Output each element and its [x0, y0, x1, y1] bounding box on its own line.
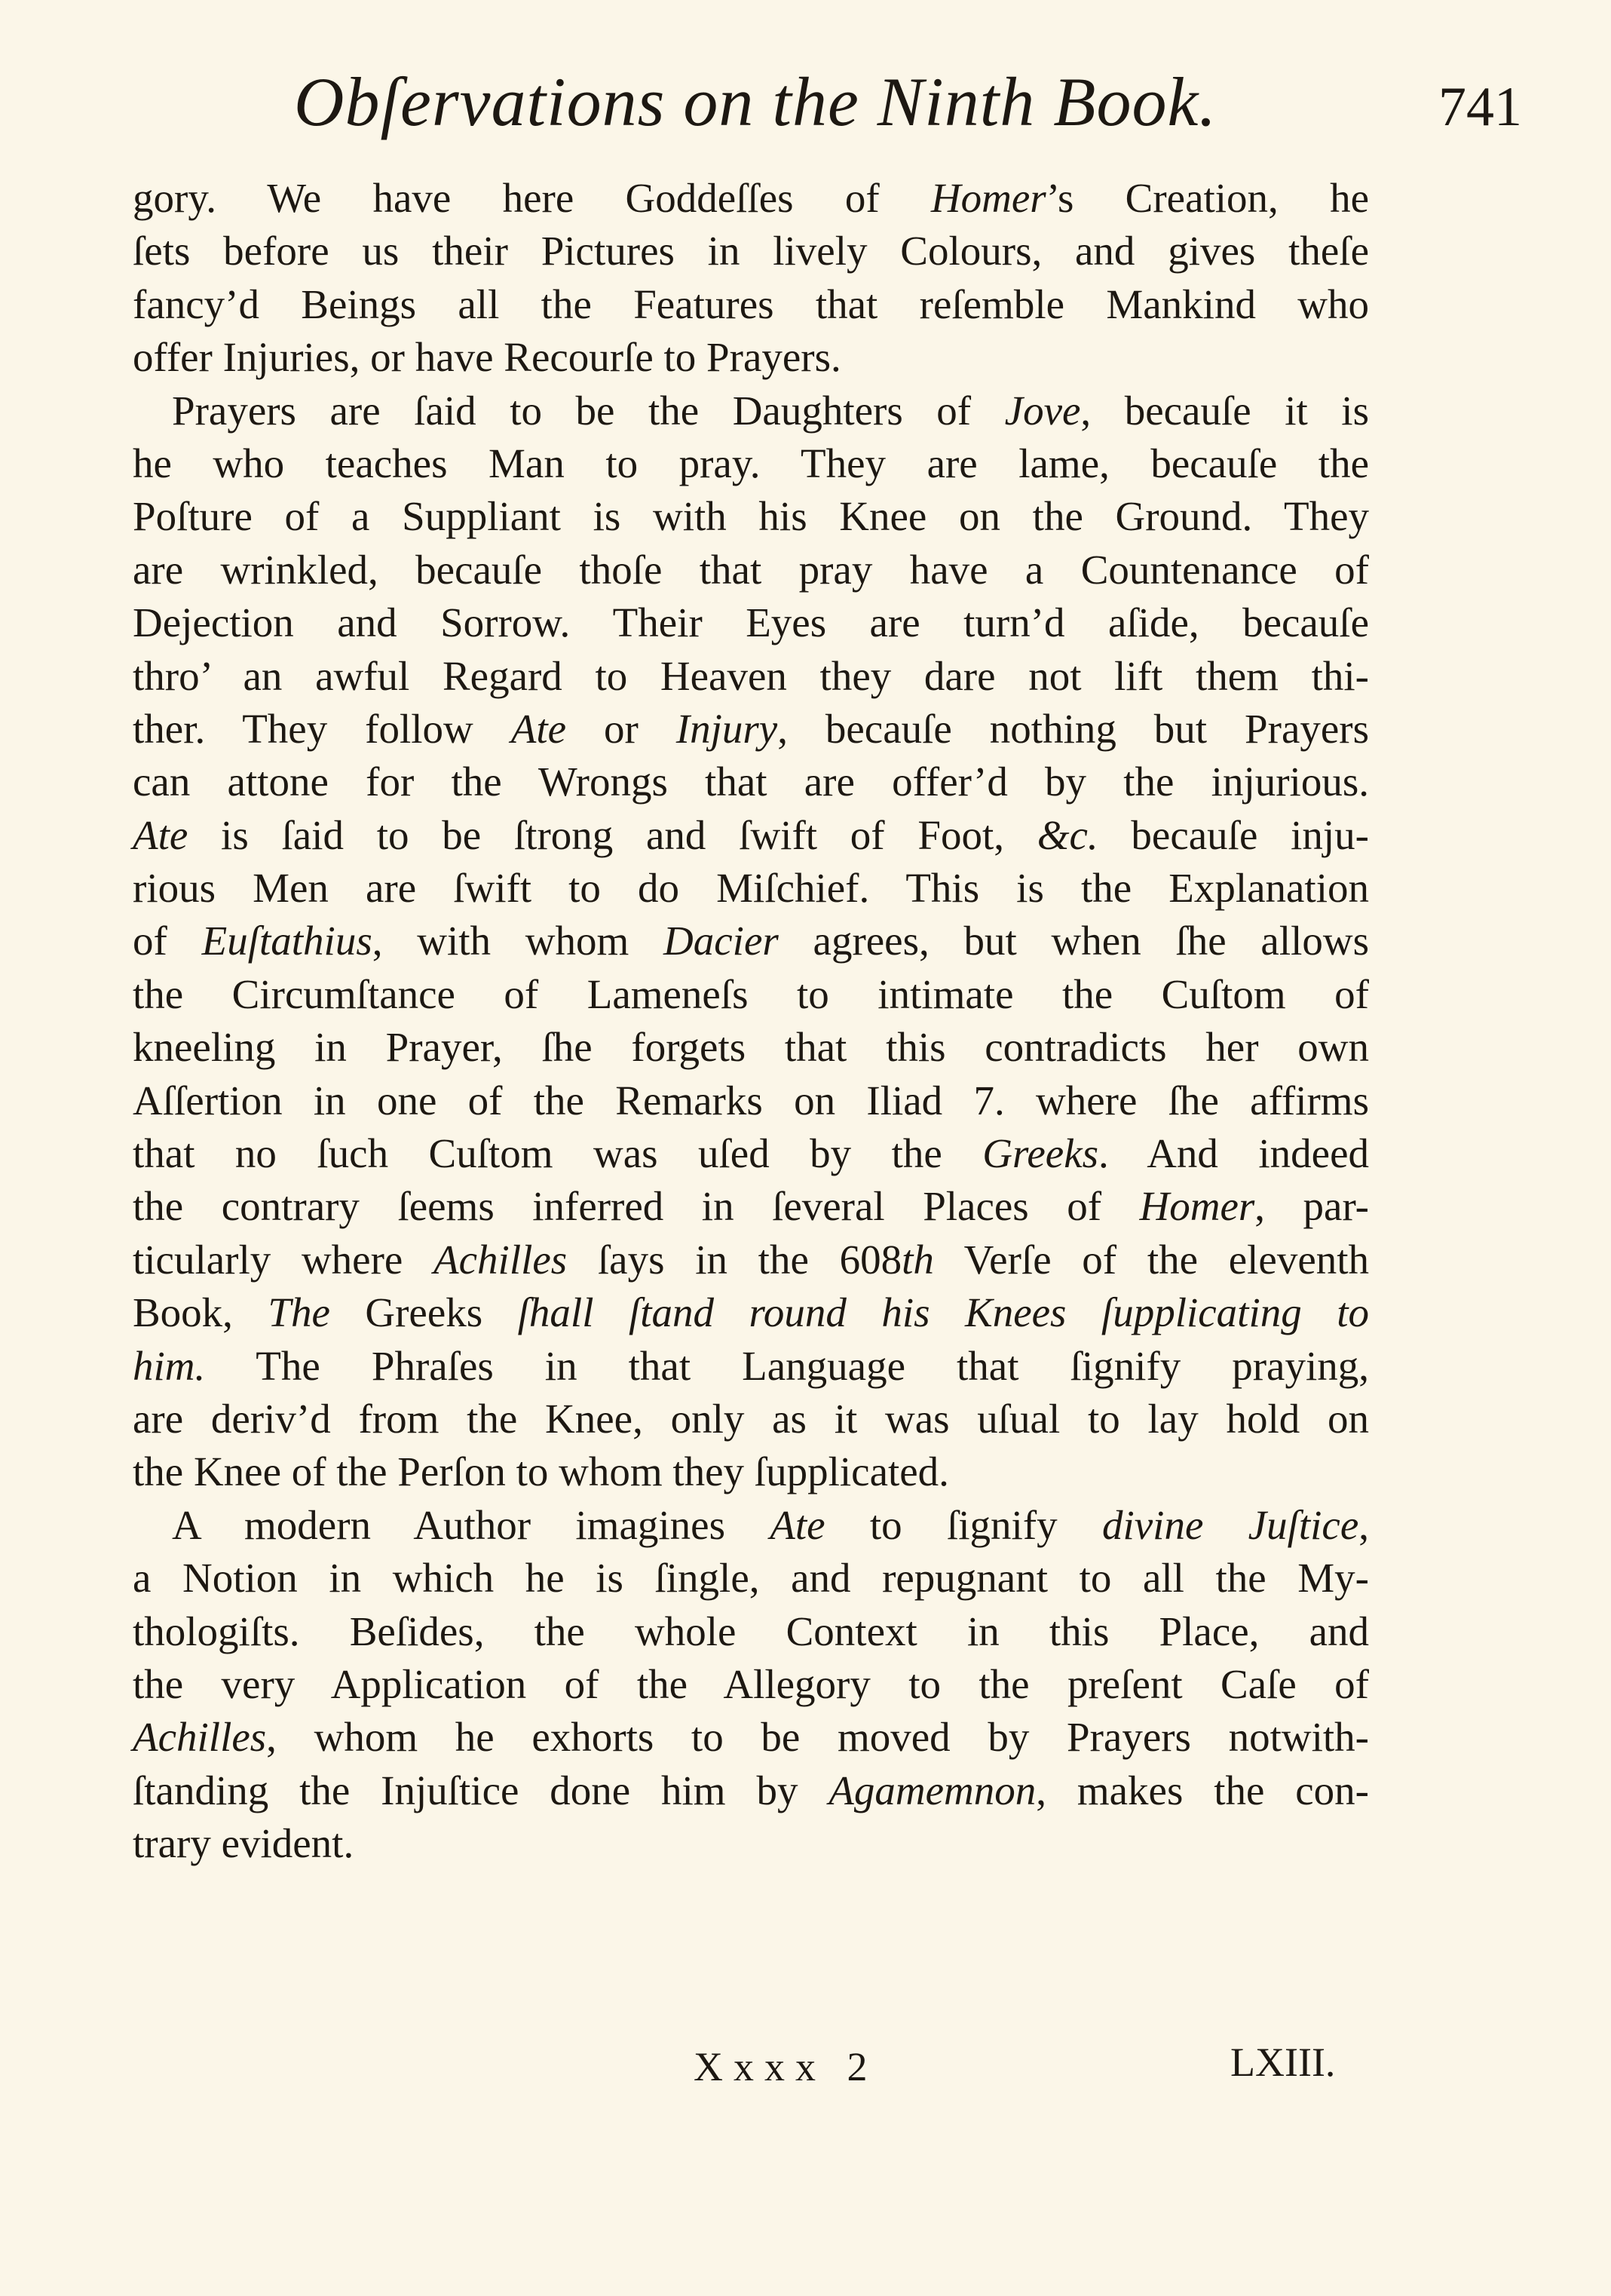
text-line — [133, 1393, 1369, 1445]
text-run: gory. We have here Goddeſſes of — [133, 175, 931, 221]
text-line — [133, 1127, 1369, 1180]
text-line — [133, 225, 1369, 277]
text-run: to ſignify — [825, 1501, 1102, 1548]
text-line — [133, 1499, 1369, 1552]
text-run: Prayers are ſaid to be the Daughters of — [172, 387, 1005, 434]
text-run: Dejection and Sorrow. Their Eyes are turn’d aſide, becauſe — [133, 599, 1369, 646]
text-run: , makes the con- — [1036, 1767, 1369, 1813]
text-run: Aſſertion in one of the Remarks on Iliad 7. where ſhe affirms — [133, 1077, 1369, 1123]
italic-text: Homer — [930, 175, 1046, 221]
italic-text: Euſtathius — [201, 918, 372, 964]
text-run: Verſe of the eleventh — [933, 1236, 1370, 1283]
text-line — [133, 915, 1369, 967]
text-line — [133, 1764, 1369, 1817]
text-line — [133, 1711, 1369, 1764]
text-run: kneeling in Prayer, ſhe forgets that this contradicts her own — [133, 1024, 1369, 1071]
text-line — [133, 1234, 1369, 1286]
italic-text: divine Juſtice — [1101, 1501, 1359, 1548]
text-line — [133, 1552, 1369, 1605]
text-run: the Knee of the Perſon to whom they ſupplicated. — [133, 1448, 949, 1495]
text-run: , becauſe nothing but Prayers — [777, 705, 1369, 752]
text-line — [133, 809, 1369, 862]
text-run: ’s Creation, he — [1046, 175, 1369, 221]
page-number: 741 — [1438, 76, 1522, 138]
italic-text: Dacier — [663, 918, 779, 964]
catchword: LXIII. — [1230, 2040, 1336, 2085]
text-run: A modern Author imagines — [172, 1501, 770, 1548]
italic-text: Ate — [770, 1501, 825, 1548]
text-line — [133, 1074, 1369, 1127]
text-run: are wrinkled, becauſe thoſe that pray have a Countenance of — [133, 546, 1369, 593]
italic-text: Homer — [1139, 1183, 1255, 1230]
text-line — [133, 1340, 1369, 1393]
text-run: is ſaid to be ſtrong and ſwift of Foot, — [188, 811, 1037, 858]
text-run: . And indeed — [1098, 1130, 1369, 1177]
text-run: ſays in the 608 — [567, 1236, 902, 1283]
text-run: , with whom — [372, 918, 664, 964]
text-run: , becauſe it is — [1080, 387, 1369, 434]
running-title: Obſervations on the Ninth Book. — [294, 63, 1217, 140]
text-line — [133, 756, 1369, 808]
italic-text: Agamemnon — [828, 1767, 1037, 1813]
italic-text: Achilles — [133, 1714, 267, 1761]
italic-text: him. — [133, 1342, 206, 1389]
italic-text: Ate — [510, 705, 567, 752]
italic-text: The — [268, 1289, 330, 1336]
body-text — [133, 172, 1369, 1871]
italic-text: Greeks — [982, 1130, 1099, 1177]
text-line — [133, 1445, 1369, 1498]
text-line — [133, 331, 1369, 384]
text-run: agrees, but when ſhe allows — [778, 918, 1370, 964]
text-line — [133, 490, 1369, 543]
text-run: offer Injuries, or have Recourſe to Prayers. — [133, 334, 841, 381]
text-run: becauſe inju- — [1098, 811, 1369, 858]
text-run: , whom he exhorts to be moved by Prayers notwith- — [266, 1714, 1369, 1761]
text-run: Greeks — [329, 1289, 518, 1336]
text-run: , par- — [1254, 1183, 1369, 1230]
text-run: ther. They follow — [133, 705, 511, 752]
italic-text: Jove — [1004, 387, 1081, 434]
text-run: Book, — [133, 1289, 268, 1336]
text-run: ſtanding the Injuſtice done him by — [133, 1767, 829, 1813]
italic-text: Ate — [133, 811, 188, 858]
text-run: are deriv’d from the Knee, only as it was uſual to lay hold on — [133, 1395, 1369, 1442]
text-run: ticularly where — [133, 1236, 434, 1283]
text-run: fancy’d Beings all the Features that reſemble Mankind who — [133, 280, 1369, 327]
text-line — [133, 1817, 1369, 1870]
text-line — [133, 703, 1369, 756]
text-line — [133, 650, 1369, 703]
text-line — [133, 544, 1369, 596]
signature-mark: Xxxx 2 — [694, 2044, 878, 2089]
text-run: The Phraſes in that Language that ſignify praying, — [205, 1342, 1369, 1389]
text-run: Poſture of a Suppliant is with his Knee on the Ground. They — [133, 493, 1369, 540]
text-run: or — [566, 705, 676, 752]
text-line — [133, 1658, 1369, 1711]
text-run: , — [1358, 1501, 1369, 1548]
text-line — [133, 862, 1369, 915]
italic-text: &c. — [1037, 811, 1098, 858]
text-run: a Notion in which he is ſingle, and repugnant to all the My- — [133, 1555, 1369, 1602]
text-line — [133, 1021, 1369, 1074]
italic-text: ſhall ſtand round his Knees ſupplicating to — [517, 1289, 1370, 1336]
text-run: ſets before us their Pictures in lively Colours, and gives theſe — [133, 228, 1369, 274]
text-run: the very Application of the Allegory to the preſent Caſe of — [133, 1660, 1369, 1707]
text-run: he who teaches Man to pray. They are lame, becauſe the — [133, 440, 1369, 486]
text-run: trary evident. — [133, 1820, 354, 1867]
text-run: that no ſuch Cuſtom was uſed by the — [133, 1130, 983, 1177]
text-run: of — [133, 918, 202, 964]
italic-text: th — [902, 1236, 934, 1283]
text-line — [133, 437, 1369, 490]
text-line — [133, 596, 1369, 649]
text-run: rious Men are ſwift to do Miſchief. This is the Explanation — [133, 865, 1369, 912]
text-run: thro’ an awful Regard to Heaven they dare not lift them thi- — [133, 652, 1369, 699]
italic-text: Injury — [675, 705, 778, 752]
text-line — [133, 1286, 1369, 1339]
text-line — [133, 1605, 1369, 1658]
text-run: can attone for the Wrongs that are offer’d by the injurious. — [133, 759, 1369, 805]
text-run: the contrary ſeems inferred in ſeveral Places of — [133, 1183, 1140, 1230]
text-run: thologiſts. Beſides, the whole Context in this Place, and — [133, 1608, 1369, 1654]
text-run: the Circumſtance of Lameneſs to intimate the Cuſtom of — [133, 970, 1369, 1017]
italic-text: Achilles — [433, 1236, 568, 1283]
text-line — [133, 172, 1369, 225]
text-line — [133, 968, 1369, 1021]
text-line — [133, 385, 1369, 437]
text-line — [133, 1180, 1369, 1233]
text-line — [133, 278, 1369, 331]
